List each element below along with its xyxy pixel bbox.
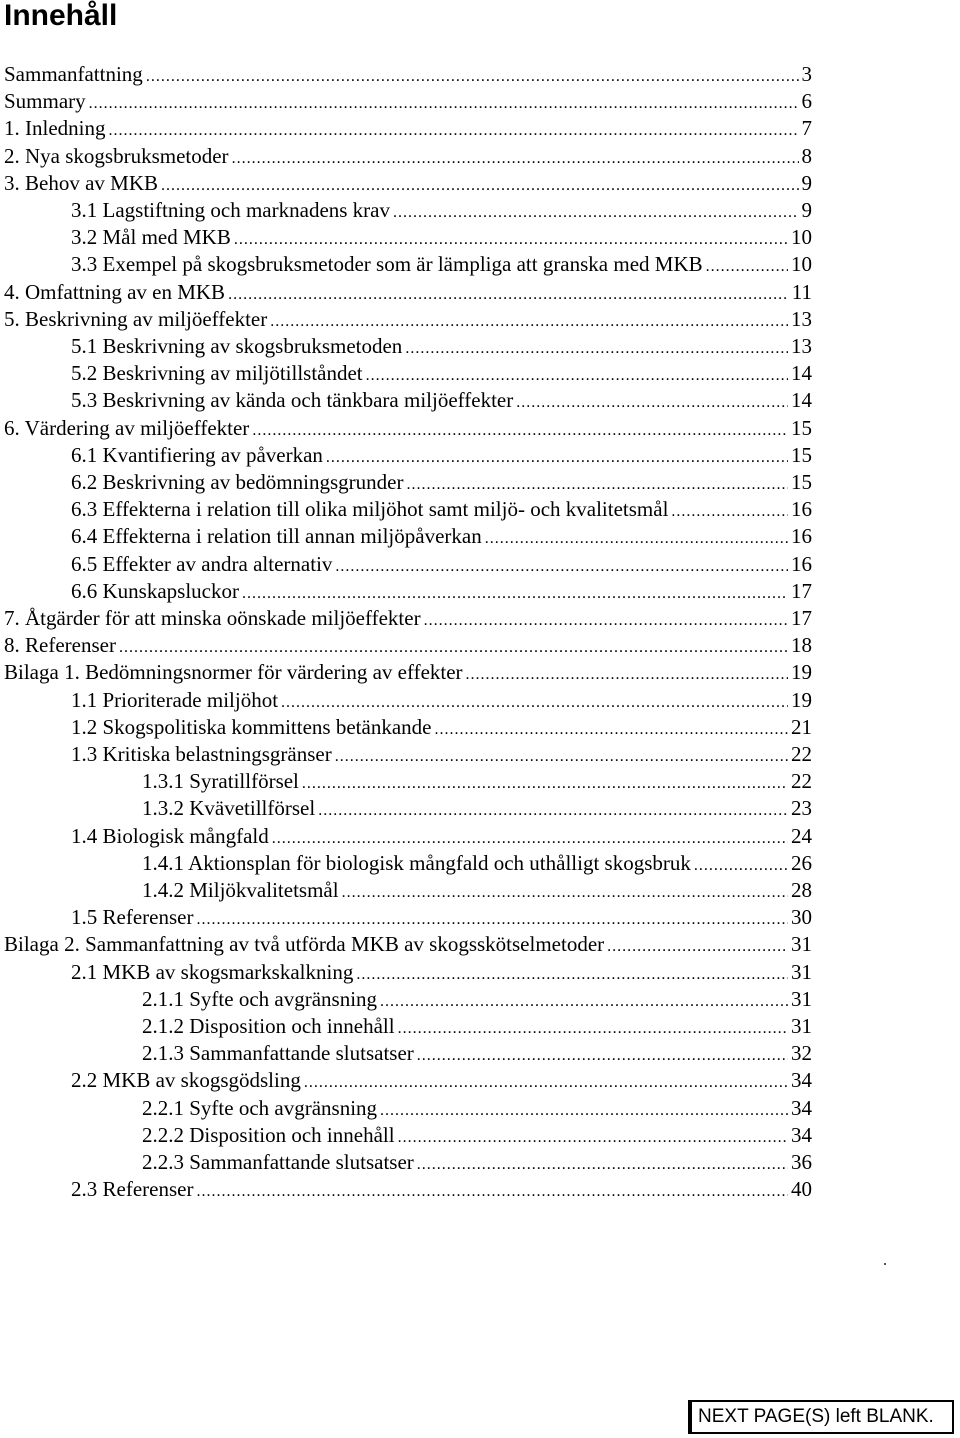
toc-entry-page: 40 [791, 1177, 812, 1202]
toc-entry-title: 6.3 Effekterna i relation till olika miljöhot samt miljö- och kvalitetsmål [71, 497, 669, 522]
toc-entry-page: 34 [791, 1068, 812, 1093]
toc-entry-page: 31 [791, 1014, 812, 1038]
toc-entry [142, 877, 812, 904]
dot-leader [694, 852, 788, 879]
toc-entry-page: 13 [791, 334, 812, 358]
toc-entry-title: 6.6 Kunskapsluckor [71, 578, 239, 603]
toc-entry-page: 18 [791, 633, 812, 658]
toc-entry [71, 1176, 812, 1203]
toc-entry-page: 16 [791, 551, 812, 576]
toc-entry [71, 687, 812, 714]
toc-entry [4, 143, 812, 170]
toc-entry-page: 15 [791, 470, 812, 494]
toc-entry-page: 22 [791, 742, 812, 766]
toc-entry-page: 21 [791, 714, 812, 739]
toc-entry-page: 19 [791, 687, 812, 712]
toc-entry-page: 19 [791, 660, 812, 685]
toc-entry-title: 6.2 Beskrivning av bedömningsgrunder [71, 470, 404, 494]
toc-entry-page: 30 [791, 905, 812, 930]
toc-entry-page: 32 [791, 1041, 812, 1066]
dot-leader [393, 199, 799, 226]
toc-entry-page: 3 [801, 62, 812, 86]
toc-entry-title: 6.1 Kvantifiering av påverkan [71, 442, 323, 467]
toc-entry-page: 15 [791, 415, 812, 440]
toc-entry-title: 5. Beskrivning av miljöeffekter [4, 306, 268, 331]
toc-entry [71, 387, 812, 414]
toc-entry [71, 360, 812, 387]
toc-entry [4, 659, 812, 686]
toc-entry-title: 2.2.1 Syfte och avgränsning [142, 1095, 378, 1120]
toc-entry-page: 22 [791, 769, 812, 794]
dot-leader [89, 90, 799, 117]
toc-entry [71, 442, 812, 469]
toc-entry-page: 36 [791, 1150, 812, 1174]
toc-entry [71, 904, 812, 931]
toc-entry-title: 2.2.3 Sammanfattande slutsatser [142, 1150, 414, 1174]
toc-entry [4, 88, 812, 115]
toc-entry [71, 714, 812, 741]
toc-entry [142, 986, 812, 1013]
toc-entry [71, 551, 812, 578]
toc-entry-title: 6.5 Effekter av andra alternativ [71, 551, 333, 576]
dot-leader [108, 117, 798, 144]
toc-entry [71, 578, 812, 605]
dot-leader [326, 444, 788, 471]
toc-entry-page: 16 [791, 497, 812, 522]
toc-entry-title: 4. Omfattning av en MKB [4, 279, 226, 304]
dot-leader [380, 1097, 788, 1124]
dot-leader [272, 825, 788, 852]
dot-leader [342, 879, 788, 906]
toc-entry-page: 28 [791, 878, 812, 902]
toc-entry-title: 3.1 Lagstiftning och marknadens krav [71, 198, 390, 222]
toc-entry [71, 469, 812, 496]
toc-entry-page: 10 [791, 225, 812, 250]
toc-entry-title: 2.2 MKB av skogsgödsling [71, 1068, 301, 1093]
toc-entry-title: 1. Inledning [4, 116, 106, 141]
toc-entry-title: 1.3.2 Kvävetillförsel [142, 796, 316, 821]
toc-entry-title: 3. Behov av MKB [4, 170, 158, 195]
dot-leader [417, 1151, 788, 1178]
dot-leader [281, 689, 788, 716]
dot-leader [228, 281, 789, 308]
toc-entry [142, 1095, 812, 1122]
toc-entry-page: 14 [791, 388, 812, 413]
toc-entry [71, 823, 812, 850]
dot-leader [146, 63, 799, 90]
dot-leader [119, 634, 788, 661]
toc-entry-page: 17 [791, 606, 812, 630]
toc-entry-page: 14 [791, 361, 812, 386]
toc-entry-title: 1.3.1 Syratillförsel [142, 769, 299, 794]
toc-entry-page: 11 [791, 279, 812, 304]
toc-entry [4, 115, 812, 142]
dot-leader [318, 797, 788, 824]
toc-entry [4, 632, 812, 659]
toc-entry-title: Sammanfattning [4, 62, 143, 86]
dot-leader [424, 607, 788, 634]
toc-entry [142, 850, 812, 877]
toc-entry-page: 9 [801, 170, 812, 195]
dot-leader [234, 226, 788, 253]
toc-entry-title: 2.3 Referenser [71, 1177, 194, 1202]
toc-entry-page: 10 [791, 252, 812, 277]
toc-entry [71, 496, 812, 523]
toc-entry-page: 34 [791, 1095, 812, 1120]
toc-entry [142, 1149, 812, 1176]
toc-entry-page: 24 [791, 823, 812, 848]
dot-leader [485, 525, 788, 552]
toc-entry [71, 224, 812, 251]
toc-entry-page: 31 [791, 959, 812, 984]
toc-entry-title: 1.3 Kritiska belastningsgränser [71, 742, 332, 766]
dot-leader [366, 362, 788, 389]
blank-pages-stamp: NEXT PAGE(S) left BLANK. [688, 1400, 954, 1434]
toc-entry [142, 795, 812, 822]
dot-leader [232, 145, 799, 172]
toc-entry [4, 306, 812, 333]
dot-leader [270, 308, 788, 335]
toc-entry [4, 279, 812, 306]
dot-leader [304, 1069, 788, 1096]
toc-entry [4, 415, 812, 442]
dot-leader [302, 770, 788, 797]
toc-entry [4, 931, 812, 958]
toc-entry-title: 1.2 Skogspolitiska kommittens betänkande [71, 714, 432, 739]
dot-leader [405, 335, 788, 362]
toc-entry-page: 9 [801, 198, 812, 222]
dot-leader [398, 1015, 788, 1042]
dot-leader [434, 716, 788, 743]
toc-entry-title: 3.2 Mål med MKB [71, 225, 231, 250]
toc-entry [142, 1122, 812, 1149]
dot-leader [607, 933, 788, 960]
dot-leader [380, 988, 788, 1015]
toc-entry-title: 3.3 Exempel på skogsbruksmetoder som är lämpliga att granska med MKB [71, 252, 703, 277]
dot-leader [242, 580, 788, 607]
toc-entry-page: 13 [791, 306, 812, 331]
toc-entry-title: 2.1 MKB av skogsmarkskalkning [71, 959, 354, 984]
dot-leader [161, 172, 799, 199]
toc-entry-title: 2.2.2 Disposition och innehåll [142, 1122, 395, 1147]
toc-entry-title: 2.1.1 Syfte och avgränsning [142, 986, 378, 1011]
dot-leader [417, 1042, 788, 1069]
toc-entry-title: 1.4.1 Aktionsplan för biologisk mångfald och uthålligt skogsbruk [142, 850, 691, 875]
toc-entry [142, 1013, 812, 1040]
toc-entry [71, 333, 812, 360]
toc-entry-title: 5.2 Beskrivning av miljötillståndet [71, 361, 363, 386]
toc-entry-title: 6.4 Effekterna i relation till annan miljöpåverkan [71, 524, 482, 549]
dot-leader [406, 471, 788, 498]
toc-entry [71, 251, 812, 278]
dot-leader [356, 961, 788, 988]
toc-entry [71, 197, 812, 224]
toc-entry-page: 7 [801, 116, 812, 141]
dot-leader [252, 417, 788, 444]
toc-entry [4, 605, 812, 632]
toc-entry-title: 2.1.3 Sammanfattande slutsatser [142, 1041, 414, 1066]
toc-entry-title: 6. Värdering av miljöeffekter [4, 415, 250, 440]
toc-entry-page: 16 [791, 524, 812, 549]
toc-entry-title: Bilaga 1. Bedömningsnormer för värdering av effekter [4, 660, 463, 685]
dot-leader [335, 553, 788, 580]
toc-entry-title: 1.4.2 Miljökvalitetsmål [142, 878, 339, 902]
toc-entry-title: 1.1 Prioriterade miljöhot [71, 687, 279, 712]
dot-leader [196, 906, 788, 933]
toc-entry [142, 768, 812, 795]
toc-entry-page: 17 [791, 578, 812, 603]
toc-entry [71, 523, 812, 550]
dot-leader [466, 661, 788, 688]
toc-entry-title: 7. Åtgärder för att minska oönskade miljöeffekter [4, 606, 421, 630]
toc-entry [71, 1067, 812, 1094]
toc-entry [71, 959, 812, 986]
toc-entry [4, 61, 812, 88]
toc-entry-page: 31 [791, 932, 812, 957]
dot-leader [516, 389, 788, 416]
toc-entry-title: 2. Nya skogsbruksmetoder [4, 143, 229, 168]
toc-entry-title: 8. Referenser [4, 633, 116, 658]
toc-entry-title: 1.5 Referenser [71, 905, 194, 930]
toc-entry-title: Bilaga 2. Sammanfattning av två utförda MKB av skogsskötselmetoder [4, 932, 605, 957]
toc-entry-page: 34 [791, 1122, 812, 1147]
scan-speck [884, 1263, 886, 1265]
toc-entry-page: 6 [801, 89, 812, 114]
toc-entry-page: 31 [791, 986, 812, 1011]
dot-leader [335, 743, 788, 770]
dot-leader [196, 1178, 788, 1205]
toc-entry-page: 23 [791, 796, 812, 821]
toc-entry-title: 1.4 Biologisk mångfald [71, 823, 269, 848]
toc-entry [71, 741, 812, 768]
toc-entry [142, 1040, 812, 1067]
toc-entry-page: 8 [801, 143, 812, 168]
toc-entry-title: Summary [4, 89, 86, 114]
toc-entry-page: 15 [791, 442, 812, 467]
dot-leader [706, 253, 788, 280]
toc-entry-page: 26 [791, 850, 812, 875]
toc-entry-title: 5.1 Beskrivning av skogsbruksmetoden [71, 334, 403, 358]
toc-entry-title: 5.3 Beskrivning av kända och tänkbara miljöeffekter [71, 388, 514, 413]
page-title: Innehåll [4, 0, 118, 32]
dot-leader [398, 1124, 788, 1151]
toc-entry [4, 170, 812, 197]
dot-leader [671, 498, 788, 525]
toc-entry-title: 2.1.2 Disposition och innehåll [142, 1014, 395, 1038]
